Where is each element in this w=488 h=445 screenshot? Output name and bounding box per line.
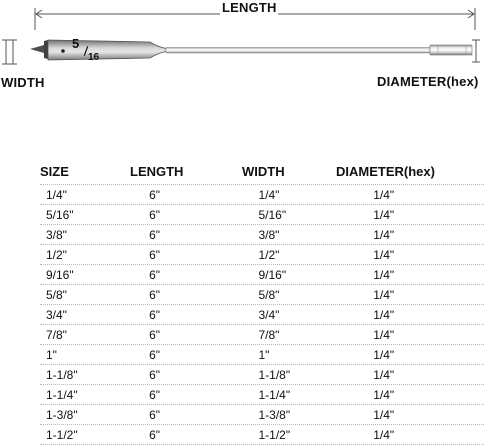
table-row [40,385,484,405]
cell-diameter: 1/4" [373,247,395,262]
table-row [40,425,484,445]
diameter-dimension-line [472,40,480,62]
table-row [40,305,484,325]
table-row [40,345,484,365]
cell-size: 1/4" [46,187,67,202]
cell-width: 3/4" [258,307,280,322]
dimension-drawing [0,0,488,110]
cell-diameter: 1/4" [373,307,395,322]
bit-size-denominator: 16 [88,52,100,63]
cell-size: 3/8" [46,227,67,242]
cell-length: 6" [149,207,161,222]
cell-length: 6" [149,327,161,342]
cell-size: 1-1/2" [46,427,78,442]
cell-size: 1-1/8" [46,367,78,382]
cell-length: 6" [149,427,161,442]
cell-diameter: 1/4" [373,267,395,282]
header-length: LENGTH [130,163,184,179]
header-diameter: DIAMETER(hex) [336,163,435,179]
length-dimension-line [35,8,475,30]
cell-size: 5/8" [46,287,67,302]
cell-size: 5/16" [46,207,74,222]
header-width: WIDTH [242,163,285,179]
cell-size: 1-3/8" [46,407,78,422]
table-row [40,265,484,285]
cell-length: 6" [149,227,161,242]
width-dimension-line [2,40,17,64]
table-row [40,365,484,385]
cell-diameter: 1/4" [373,427,395,442]
cell-length: 6" [149,307,161,322]
cell-size: 7/8" [46,327,67,342]
table-body [40,185,484,445]
cell-length: 6" [149,407,161,422]
table-row [40,225,484,245]
cell-length: 6" [149,187,161,202]
table-row [40,185,484,205]
cell-diameter: 1/4" [373,327,395,342]
cell-diameter: 1/4" [373,407,395,422]
cell-length: 6" [149,347,161,362]
cell-size: 1" [46,347,57,362]
cell-width: 1/4" [258,187,280,202]
table-row [40,325,484,345]
cell-length: 6" [149,367,161,382]
size-table [40,158,484,445]
cell-width: 7/8" [258,327,280,342]
cell-width: 5/8" [258,287,280,302]
table-row [40,405,484,425]
cell-size: 1-1/4" [46,387,78,402]
table-row [40,205,484,225]
cell-length: 6" [149,267,161,282]
cell-width: 3/8" [258,227,280,242]
cell-width: 5/16" [258,207,287,222]
cell-length: 6" [149,247,161,262]
spade-bit [30,36,472,63]
cell-diameter: 1/4" [373,367,395,382]
width-label: WIDTH [1,75,45,90]
diameter-label: DIAMETER(hex) [377,74,479,89]
cell-size: 1/2" [46,247,67,262]
cell-diameter: 1/4" [373,387,395,402]
cell-width: 1-1/8" [258,367,291,382]
cell-diameter: 1/4" [373,227,395,242]
cell-width: 1" [258,347,270,362]
cell-width: 1-1/2" [258,427,291,442]
table-row [40,285,484,305]
cell-size: 9/16" [46,267,74,282]
cell-diameter: 1/4" [373,347,395,362]
bit-size-numerator: 5 [72,36,80,51]
length-label: LENGTH [222,0,277,15]
cell-width: 1-3/8" [258,407,291,422]
table-header [40,158,484,185]
cell-size: 3/4" [46,307,67,322]
cell-length: 6" [149,387,161,402]
cell-width: 1/2" [258,247,280,262]
header-size: SIZE [40,163,69,179]
cell-diameter: 1/4" [373,187,395,202]
drill-bit-diagram [0,0,488,110]
cell-width: 9/16" [258,267,287,282]
table-row [40,245,484,265]
cell-length: 6" [149,287,161,302]
cell-diameter: 1/4" [373,207,395,222]
cell-diameter: 1/4" [373,287,395,302]
cell-width: 1-1/4" [258,387,291,402]
